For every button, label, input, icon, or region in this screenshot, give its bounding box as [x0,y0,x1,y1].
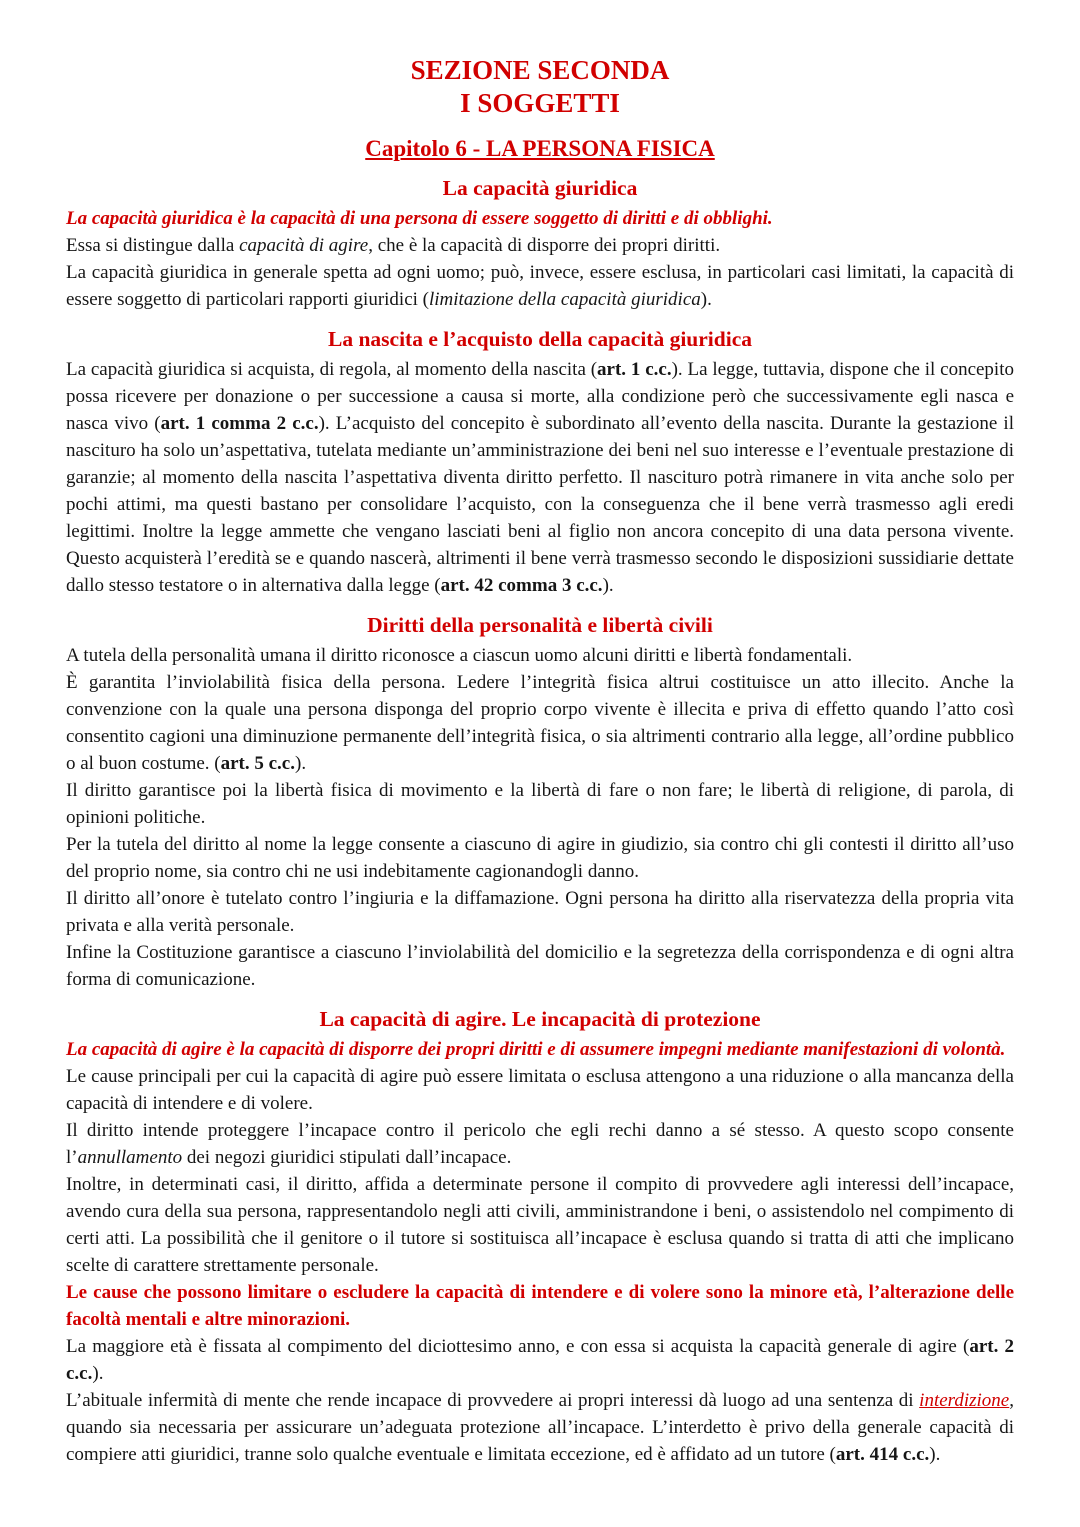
text-run: dei negozi giuridici stipulati dall’incapace. [182,1147,512,1168]
section-heading: La capacità giuridica [442,176,638,200]
text-run: Il diritto all’onore è tutelato contro l’ingiuria e la diffamazione. Ogni persona ha diritto alla riservatezza della propria vita privata e alla verità personale. [66,888,1014,936]
text-run-b: art. 1 comma 2 c.c. [160,413,319,434]
text-run: A tutela della personalità umana il diritto riconosce a ciascun uomo alcuni diritti e libertà fondamentali. [66,645,853,666]
text-run: Essa si distingue dalla [66,235,240,256]
document-header [66,54,1014,162]
text-run: ). L’acquisto del concepito è subordinato all’evento della nascita. Durante la gestazione il nascituro ha solo un’aspettativa, tutelata mediante un’amministrazione dei beni nel suo interesse e l’eventuale prestazione di garanzie; al momento della nascita l’aspettativa diventa diritto perfetto. Il nascituro potrà rimanere in vita anche solo per pochi attimi, ma questi bastano per consolidare l’acquisto, con la conseguenza che il bene verrà trasmesso agli eredi legittimi. Inoltre la legge ammette che vengano lasciati beni al figlio non ancora concepito di una data persona vivente. Questo acquisterà l’eredità se e quando nascerà, altrimenti il bene verrà trasmesso secondo le disposizioni sussidiarie dettate dallo stesso testatore o in alternativa dalla legge ( [66,413,1014,596]
text-run: La capacità giuridica si acquista, di regola, al momento della nascita ( [66,359,598,380]
text-run-i: limitazione della capacità giuridica [429,289,701,310]
chapter-heading-text: Capitolo 6 - LA PERSONA FISICA [365,136,715,161]
section-heading: La nascita e l’acquisto della capacità giuridica [327,327,753,351]
text-run: L’abituale infermità di mente che rende incapace di provvedere ai propri interessi dà luogo ad una sentenza di [66,1390,920,1411]
text-run: Il diritto intende proteggere l’incapace contro il pericolo che egli rechi danno a sé stesso. A questo scopo consente l’ [66,1120,1014,1168]
paragraph [66,1333,1014,1387]
red-bold-paragraph [66,1279,1014,1333]
section-title-line-1: SEZIONE SECONDA [410,55,670,85]
paragraph [66,777,1014,831]
document-content [66,175,1014,1468]
paragraph [66,831,1014,885]
paragraph [66,1171,1014,1279]
text-run-b: art. 5 c.c. [220,753,295,774]
text-run: Per la tutela del diritto al nome la legge consente a ciascuno di agire in giudizio, sia contro chi gli contesti il diritto all’uso del proprio nome, sia contro chi ne usi indebitamente cagionandogli danno. [66,834,1014,882]
paragraph [66,1063,1014,1117]
lead-paragraph [66,1036,1014,1063]
text-run: È garantita l’inviolabilità fisica della persona. Ledere l’integrità fisica altrui costituisce un atto illecito. Anche la convenzione con la quale una persona disponga del proprio corpo vivente è illecita e priva di effetto quando l’atto così consentito cagioni una diminuzione permanente dell’integrità fisica, o sia altrimenti contrario alla legge, all’ordine pubblico o al buon costume. ( [66,672,1014,774]
paragraph [66,1387,1014,1468]
text-run: ). La legge, tuttavia, dispone che il concepito possa ricevere per donazione o per successione a causa si morte, alla condizione però che successivamente egli nasca e nasca vivo ( [66,359,1014,434]
text-run: Il diritto garantisce poi la libertà fisica di movimento e la libertà di fare o non fare; le libertà di religione, di parola, di opinioni politiche. [66,780,1014,828]
text-run: La capacità di agire è la capacità di disporre dei propri diritti e di assumere impegni mediante manifestazioni di volontà. [66,1039,1006,1060]
text-run: La maggiore età è fissata al compimento del diciottesimo anno, e con essa si acquista la capacità generale di agire ( [66,1336,970,1357]
text-run: ). [700,289,712,310]
text-run-b: art. 1 c.c. [597,359,672,380]
text-run-b: art. 42 comma 3 c.c. [440,575,603,596]
text-run: Le cause principali per cui la capacità di agire può essere limitata o esclusa attengono a una riduzione o alla mancanza della capacità di intendere e di volere. [66,1066,1014,1114]
paragraph [66,642,1014,669]
text-run: ). [295,753,307,774]
text-run: Le cause che possono limitare o escludere la capacità di intendere e di volere sono la minore età, l’alterazione delle facoltà mentali e altre minorazioni. [66,1282,1014,1330]
paragraph [66,1117,1014,1171]
text-run: La capacità giuridica in generale spetta ad ogni uomo; può, invece, essere esclusa, in particolari casi limitati, la capacità di essere soggetto di particolari rapporti giuridici ( [66,262,1014,310]
text-run: La capacità giuridica è la capacità di una persona di essere soggetto di diritti e di obblighi. [66,208,773,229]
paragraph [66,885,1014,939]
paragraph [66,939,1014,993]
text-run-ru: interdizione [919,1390,1010,1411]
text-run: Inoltre, in determinati casi, il diritto, affida a determinate persone il compito di provvedere agli interessi dell’incapace, avendo cura della sua persona, rappresentandolo negli atti civili, amministrandone i beni, o assistendolo nel compimento di certi atti. La possibilità che il genitore o il tutore si sostituisca all’incapace è esclusa quando si tratta di atti che implicano scelte di carattere strettamente personale. [66,1174,1014,1276]
section-heading: La capacità di agire. Le incapacità di protezione [319,1007,761,1031]
text-run-i: annullamento [77,1147,183,1168]
lead-paragraph [66,205,1014,232]
text-run: ). [602,575,614,596]
paragraph [66,259,1014,313]
text-run-b: art. 2 c.c. [66,1336,1014,1384]
text-run-b: art. 414 c.c. [835,1444,930,1465]
paragraph [66,356,1014,599]
text-run: , che è la capacità di disporre dei propri diritti. [368,235,721,256]
text-run: , quando sia necessaria per assicurare un’adeguata protezione all’incapace. L’interdetto è privo della generale capacità di compiere atti giuridici, tranne solo qualche eventuale e limitata eccezione, ed è affidato ad un tutore ( [66,1390,1014,1465]
chapter-heading [66,136,1014,162]
section-heading: Diritti della personalità e libertà civili [367,613,713,637]
paragraph [66,669,1014,777]
text-run: ). [929,1444,941,1465]
text-run: ). [92,1363,104,1384]
paragraph [66,232,1014,259]
text-run: Infine la Costituzione garantisce a ciascuno l’inviolabilità del domicilio e la segretezza della corrispondenza e di ogni altra forma di comunicazione. [66,942,1014,990]
section-title-line-2: I SOGGETTI [460,88,620,118]
text-run-i: capacità di agire [239,235,369,256]
